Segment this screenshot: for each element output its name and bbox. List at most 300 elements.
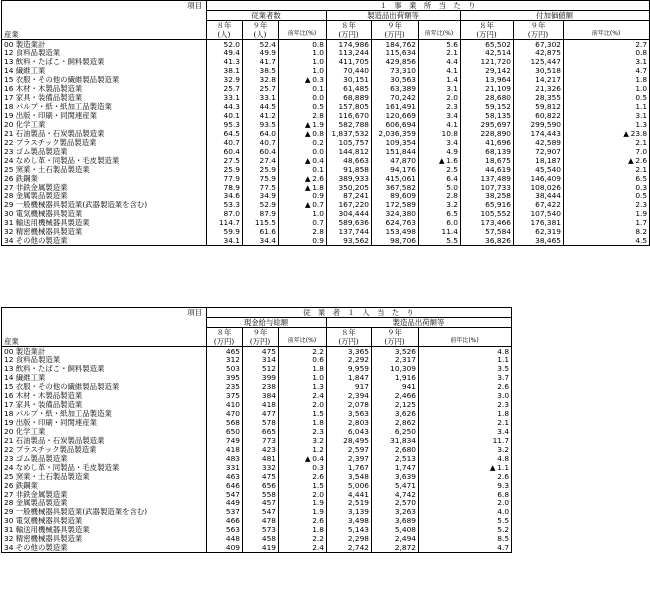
industry-name: 繊維工業 — [15, 66, 46, 76]
value-added-y8: 29,142 — [461, 67, 514, 76]
ratio-value: 1.2 — [312, 445, 324, 454]
wages-y9: 578 — [243, 418, 279, 427]
ratio-value: 2.8 — [312, 227, 324, 237]
value-added-y9: 108,026 — [514, 183, 564, 192]
ratio-value: 2.3 — [497, 400, 510, 410]
wages-y9: 478 — [243, 517, 279, 526]
ratio-value: 3.1 — [635, 57, 648, 67]
negative-marker: ▲ — [304, 200, 311, 210]
industry-name: 非鉄金属製造業 — [15, 182, 68, 192]
ratio-cell — [279, 356, 327, 365]
table-row — [2, 156, 650, 165]
shipments-y8: 1,837,532 — [327, 129, 372, 138]
industry-cell — [2, 346, 207, 355]
industry-code: 15 — [4, 382, 14, 392]
employees-y9: 27.4 — [243, 156, 279, 165]
unit-label: (万円) — [461, 30, 514, 39]
ratio-value: 0.1 — [312, 84, 324, 94]
year-header: ８年 — [207, 327, 243, 336]
shipments-y8: 30,151 — [327, 76, 372, 85]
table-row — [2, 445, 512, 454]
table-row — [2, 534, 512, 543]
ratio-value: 6.4 — [446, 173, 458, 183]
value-added-y8: 295,697 — [461, 120, 514, 129]
table-row — [2, 147, 650, 156]
shipments-y9: 1,916 — [372, 374, 419, 383]
ratio-cell — [419, 39, 461, 48]
ratio-cell — [279, 436, 327, 445]
industry-cell — [2, 427, 207, 436]
ratio-value: 1.1 — [497, 462, 510, 472]
ratio-value: 4.1 — [446, 66, 458, 76]
industry-cell — [2, 147, 207, 156]
employees-y9: 25.9 — [243, 165, 279, 174]
ratio-cell — [419, 84, 461, 93]
wages-y9: 423 — [243, 445, 279, 454]
negative-marker: ▲ — [628, 155, 634, 165]
ratio-value: 2.4 — [312, 391, 324, 401]
employees-y9: 77.5 — [243, 183, 279, 192]
shipments-y9: 115,634 — [372, 49, 419, 58]
employees-y9: 115.5 — [243, 219, 279, 228]
employees-y8: 34.6 — [207, 192, 243, 201]
ratio-value: 1.0 — [312, 66, 324, 76]
industry-name: 木材・木製品製造業 — [15, 84, 83, 94]
wages-y8: 375 — [207, 391, 243, 400]
shipments-y8: 28,495 — [327, 436, 372, 445]
shipments-y9: 3,263 — [372, 508, 419, 517]
shipments-y9: 94,176 — [372, 165, 419, 174]
shipments-y8: 1,847 — [327, 374, 372, 383]
industry-code: 12 — [4, 48, 14, 58]
ratio-value: 1.0 — [312, 57, 324, 67]
ratio-cell — [564, 192, 650, 201]
ratio-header: 前年比(%) — [419, 30, 461, 39]
industry-code: 20 — [4, 427, 14, 436]
ratio-value: 0.4 — [312, 454, 324, 463]
shipments-y9: 2,036,359 — [372, 129, 419, 138]
ratio-value: 5.2 — [497, 525, 510, 535]
shipments-y8: 6,043 — [327, 427, 372, 436]
table-row — [2, 454, 512, 463]
ratio-cell — [279, 147, 327, 156]
employees-y8: 95.3 — [207, 120, 243, 129]
table-row — [2, 236, 650, 245]
industry-cell — [2, 463, 207, 472]
employees-y8: 34.1 — [207, 236, 243, 245]
ratio-value: 2.6 — [497, 382, 510, 392]
ratio-value: 0.9 — [312, 236, 324, 246]
industry-name: 電気機械器具製造業 — [15, 516, 83, 526]
negative-marker: ▲ — [304, 454, 311, 463]
per-establishment-rows — [2, 39, 650, 246]
shipments-y8: 137,744 — [327, 227, 372, 236]
shipments-y8: 116,670 — [327, 111, 372, 120]
industry-name: 金属製品製造業 — [15, 191, 68, 201]
ratio-cell — [279, 499, 327, 508]
shipments-y9: 429,856 — [372, 58, 419, 67]
industry-cell — [2, 67, 207, 76]
ratio-value: 0.5 — [312, 102, 324, 112]
industry-code: 25 — [4, 471, 14, 481]
wages-y8: 463 — [207, 472, 243, 481]
industry-code: 29 — [4, 507, 14, 517]
ratio-value: 1.0 — [635, 84, 648, 94]
shipments-y9: 1,747 — [372, 463, 419, 472]
value-added-y9: 67,422 — [514, 201, 564, 210]
ratio-cell — [419, 49, 461, 58]
ratio-cell — [419, 156, 461, 165]
industry-code: 23 — [4, 454, 14, 463]
shipments-y9: 324,380 — [372, 210, 419, 219]
employees-y8: 59.9 — [207, 227, 243, 236]
wages-y8: 563 — [207, 526, 243, 535]
industry-name: 飲料・たばこ・飼料製造業 — [15, 364, 105, 374]
table-row — [2, 102, 650, 111]
ratio-cell — [279, 383, 327, 392]
group-header: 従業者数 — [207, 10, 327, 20]
ratio-value: 0.8 — [635, 48, 648, 58]
negative-marker: ▲ — [304, 182, 311, 192]
shipments-y9: 2,862 — [372, 418, 419, 427]
table-row — [2, 227, 650, 236]
negative-marker: ▲ — [623, 129, 629, 138]
industry-code: 20 — [4, 120, 14, 129]
ratio-value: 0.2 — [312, 138, 324, 147]
shipments-y8: 2,397 — [327, 454, 372, 463]
employees-y9: 44.5 — [243, 102, 279, 111]
shipments-y8: 5,006 — [327, 481, 372, 490]
ratio-value: 3.2 — [312, 436, 324, 445]
employees-y9: 75.9 — [243, 174, 279, 183]
ratio-value: 4.9 — [446, 147, 458, 156]
industry-code: 30 — [4, 516, 14, 526]
ratio-value: 1.3 — [635, 120, 648, 129]
wages-y9: 418 — [243, 400, 279, 409]
ratio-value: 10.8 — [441, 129, 458, 138]
table-row — [2, 120, 650, 129]
shipments-y9: 31,834 — [372, 436, 419, 445]
wages-y9: 332 — [243, 463, 279, 472]
table-row — [2, 219, 650, 228]
industry-cell — [2, 58, 207, 67]
ratio-cell — [419, 236, 461, 245]
industry-name: 鉄鋼業 — [15, 480, 38, 490]
ratio-cell — [564, 210, 650, 219]
shipments-y8: 3,365 — [327, 346, 372, 355]
year-header: ８年 — [327, 327, 372, 336]
ratio-cell — [279, 236, 327, 245]
industry-code: 14 — [4, 66, 14, 76]
employees-y8: 40.7 — [207, 138, 243, 147]
industry-cell — [2, 499, 207, 508]
industry-name: 家具・装備品製造業 — [15, 400, 83, 410]
ratio-value: 2.3 — [446, 102, 458, 112]
table-title: 従 業 者 １ 人 当 た り — [207, 308, 512, 318]
industry-code: 00 — [4, 39, 14, 49]
year-header: ９年 — [372, 327, 419, 336]
ratio-cell — [564, 93, 650, 102]
shipments-y9: 161,491 — [372, 102, 419, 111]
industry-name: 繊維工業 — [15, 373, 46, 383]
industry-cell — [2, 129, 207, 138]
industry-code: 16 — [4, 84, 14, 94]
shipments-y9: 3,639 — [372, 472, 419, 481]
industry-cell — [2, 534, 207, 543]
industry-name: 化学工業 — [15, 427, 46, 436]
industry-code: 27 — [4, 489, 14, 499]
industry-name: 金属製品製造業 — [15, 498, 68, 508]
per-employee-table — [1, 307, 512, 553]
ratio-cell — [419, 129, 461, 138]
ratio-cell — [419, 543, 512, 552]
ratio-cell — [279, 84, 327, 93]
wages-y9: 481 — [243, 454, 279, 463]
ratio-cell — [279, 409, 327, 418]
table-row — [2, 67, 650, 76]
industry-header: 産業 — [2, 337, 207, 346]
industry-code: 30 — [4, 209, 14, 219]
value-added-y8: 13,964 — [461, 76, 514, 85]
ratio-cell — [419, 67, 461, 76]
industry-name: 一般機械器具製造業(武器製造業を含む) — [15, 507, 148, 517]
industry-code: 28 — [4, 498, 14, 508]
shipments-y8: 5,143 — [327, 526, 372, 535]
table-row — [2, 129, 650, 138]
ratio-value: 0.6 — [312, 355, 324, 365]
shipments-y9: 606,694 — [372, 120, 419, 129]
industry-name: 化学工業 — [15, 120, 46, 129]
wages-y8: 312 — [207, 356, 243, 365]
group-header: 付加価値額 — [461, 10, 650, 20]
ratio-value: 4.8 — [497, 454, 510, 463]
value-added-y9: 125,447 — [514, 58, 564, 67]
ratio-value: 6.5 — [635, 173, 648, 183]
ratio-value: 3.4 — [497, 427, 510, 436]
wages-y8: 466 — [207, 517, 243, 526]
industry-cell — [2, 183, 207, 192]
ratio-cell — [279, 374, 327, 383]
industry-code: 19 — [4, 418, 14, 428]
ratio-value: 4.8 — [497, 346, 510, 356]
shipments-y8: 3,548 — [327, 472, 372, 481]
ratio-value: 4.7 — [497, 543, 510, 553]
ratio-cell — [279, 445, 327, 454]
industry-code: 34 — [4, 543, 14, 553]
shipments-y8: 582,788 — [327, 120, 372, 129]
shipments-y8: 2,597 — [327, 445, 372, 454]
industry-code: 16 — [4, 391, 14, 401]
employees-y9: 52.9 — [243, 201, 279, 210]
industry-cell — [2, 400, 207, 409]
ratio-value: 5.5 — [446, 236, 458, 246]
industry-code: 24 — [4, 155, 14, 165]
industry-code: 25 — [4, 164, 14, 174]
year-header: ９年 — [372, 20, 419, 29]
employees-y9: 41.2 — [243, 111, 279, 120]
industry-name: その他の製造業 — [15, 543, 68, 553]
industry-cell — [2, 84, 207, 93]
shipments-y8: 68,889 — [327, 93, 372, 102]
ratio-value: 1.0 — [312, 373, 324, 383]
ratio-cell — [419, 391, 512, 400]
ratio-value: 7.0 — [635, 147, 648, 156]
ratio-value: 0.0 — [312, 93, 324, 103]
industry-code: 23 — [4, 147, 14, 156]
ratio-cell — [279, 210, 327, 219]
ratio-cell — [419, 120, 461, 129]
industry-cell — [2, 49, 207, 58]
industry-cell — [2, 517, 207, 526]
value-added-y9: 176,381 — [514, 219, 564, 228]
ratio-value: 6.8 — [497, 489, 510, 499]
ratio-cell — [564, 76, 650, 85]
value-added-y8: 38,258 — [461, 192, 514, 201]
negative-marker: ▲ — [489, 462, 496, 472]
ratio-value: 2.7 — [635, 39, 648, 49]
ratio-cell — [419, 418, 512, 427]
shipments-y9: 10,309 — [372, 365, 419, 374]
shipments-y9: 70,242 — [372, 93, 419, 102]
shipments-y9: 415,061 — [372, 174, 419, 183]
industry-cell — [2, 472, 207, 481]
table-row — [2, 49, 650, 58]
ratio-cell — [279, 111, 327, 120]
shipments-y8: 589,636 — [327, 219, 372, 228]
employees-y9: 40.7 — [243, 138, 279, 147]
wages-y9: 399 — [243, 374, 279, 383]
wages-y8: 547 — [207, 490, 243, 499]
ratio-value: 8.5 — [497, 534, 510, 544]
industry-cell — [2, 138, 207, 147]
employees-y8: 44.3 — [207, 102, 243, 111]
value-added-y8: 121,720 — [461, 58, 514, 67]
ratio-cell — [419, 227, 461, 236]
industry-cell — [2, 436, 207, 445]
employees-y8: 41.3 — [207, 58, 243, 67]
wages-y8: 410 — [207, 400, 243, 409]
industry-name: 衣服・その他の繊維製品製造業 — [15, 382, 120, 392]
ratio-value: 1.8 — [497, 409, 510, 419]
industry-cell — [2, 174, 207, 183]
industry-code: 22 — [4, 138, 14, 147]
shipments-y8: 105,757 — [327, 138, 372, 147]
ratio-cell — [564, 236, 650, 245]
ratio-value: 1.1 — [635, 102, 648, 112]
shipments-y9: 4,742 — [372, 490, 419, 499]
industry-name: パルプ・紙・紙加工品製造業 — [15, 102, 112, 112]
industry-name: 製造業計 — [15, 346, 46, 356]
shipments-y8: 3,563 — [327, 409, 372, 418]
ratio-cell — [279, 472, 327, 481]
negative-marker: ▲ — [304, 129, 311, 138]
industry-cell — [2, 526, 207, 535]
table-row — [2, 436, 512, 445]
value-added-y8: 57,584 — [461, 227, 514, 236]
negative-marker: ▲ — [438, 155, 445, 165]
wages-y8: 331 — [207, 463, 243, 472]
employees-y9: 34.4 — [243, 236, 279, 245]
ratio-value: 1.0 — [312, 48, 324, 58]
wages-y9: 773 — [243, 436, 279, 445]
ratio-cell — [564, 129, 650, 138]
shipments-y9: 5,408 — [372, 526, 419, 535]
employees-y9: 32.8 — [243, 76, 279, 85]
shipments-y9: 2,494 — [372, 534, 419, 543]
ratio-cell — [564, 183, 650, 192]
shipments-y9: 2,513 — [372, 454, 419, 463]
table-row — [2, 508, 512, 517]
wages-y8: 409 — [207, 543, 243, 552]
shipments-y9: 73,310 — [372, 67, 419, 76]
industry-name: 精密機械器具製造業 — [15, 534, 83, 544]
ratio-value: 2.0 — [312, 489, 324, 499]
employees-y8: 78.9 — [207, 183, 243, 192]
wages-y8: 650 — [207, 427, 243, 436]
ratio-value: 1.0 — [312, 209, 324, 219]
industry-name: 窯業・土石製品製造業 — [15, 164, 90, 174]
value-added-y9: 72,907 — [514, 147, 564, 156]
ratio-value: 0.3 — [635, 182, 648, 192]
ratio-cell — [279, 391, 327, 400]
shipments-y8: 350,205 — [327, 183, 372, 192]
shipments-y9: 2,680 — [372, 445, 419, 454]
ratio-cell — [279, 39, 327, 48]
ratio-cell — [279, 102, 327, 111]
ratio-cell — [419, 183, 461, 192]
ratio-cell — [279, 156, 327, 165]
value-added-y9: 62,319 — [514, 227, 564, 236]
value-added-y9: 38,444 — [514, 192, 564, 201]
industry-name: 石油製品・石炭製品製造業 — [15, 129, 105, 138]
industry-code: 32 — [4, 534, 14, 544]
shipments-y9: 941 — [372, 383, 419, 392]
shipments-y9: 98,706 — [372, 236, 419, 245]
shipments-y9: 3,689 — [372, 517, 419, 526]
ratio-value: 8.2 — [635, 227, 648, 237]
shipments-y9: 2,872 — [372, 543, 419, 552]
ratio-value: 1.6 — [446, 155, 458, 165]
industry-name: 食料品製造業 — [15, 355, 61, 365]
ratio-cell — [564, 84, 650, 93]
ratio-cell — [419, 58, 461, 67]
industry-cell — [2, 76, 207, 85]
ratio-header: 前年比(%) — [419, 337, 512, 346]
shipments-y8: 1,767 — [327, 463, 372, 472]
table-row — [2, 84, 650, 93]
ratio-value: 1.8 — [312, 418, 324, 428]
ratio-value: 5.6 — [446, 39, 458, 49]
shipments-y9: 6,250 — [372, 427, 419, 436]
ratio-cell — [419, 534, 512, 543]
ratio-value: 2.1 — [446, 48, 458, 58]
shipments-y8: 174,986 — [327, 39, 372, 48]
shipments-y9: 2,125 — [372, 400, 419, 409]
ratio-value: 1.8 — [312, 525, 324, 535]
industry-cell — [2, 192, 207, 201]
ratio-value: 0.7 — [312, 200, 324, 210]
industry-name: 家具・装備品製造業 — [15, 93, 83, 103]
ratio-cell — [419, 76, 461, 85]
ratio-value: 0.7 — [312, 218, 324, 228]
shipments-y9: 109,354 — [372, 138, 419, 147]
per-establishment-table — [1, 0, 650, 246]
value-added-y9: 60,822 — [514, 111, 564, 120]
industry-code: 31 — [4, 525, 14, 535]
value-added-y8: 21,109 — [461, 84, 514, 93]
industry-header: 産業 — [2, 30, 207, 39]
table-row — [2, 526, 512, 535]
